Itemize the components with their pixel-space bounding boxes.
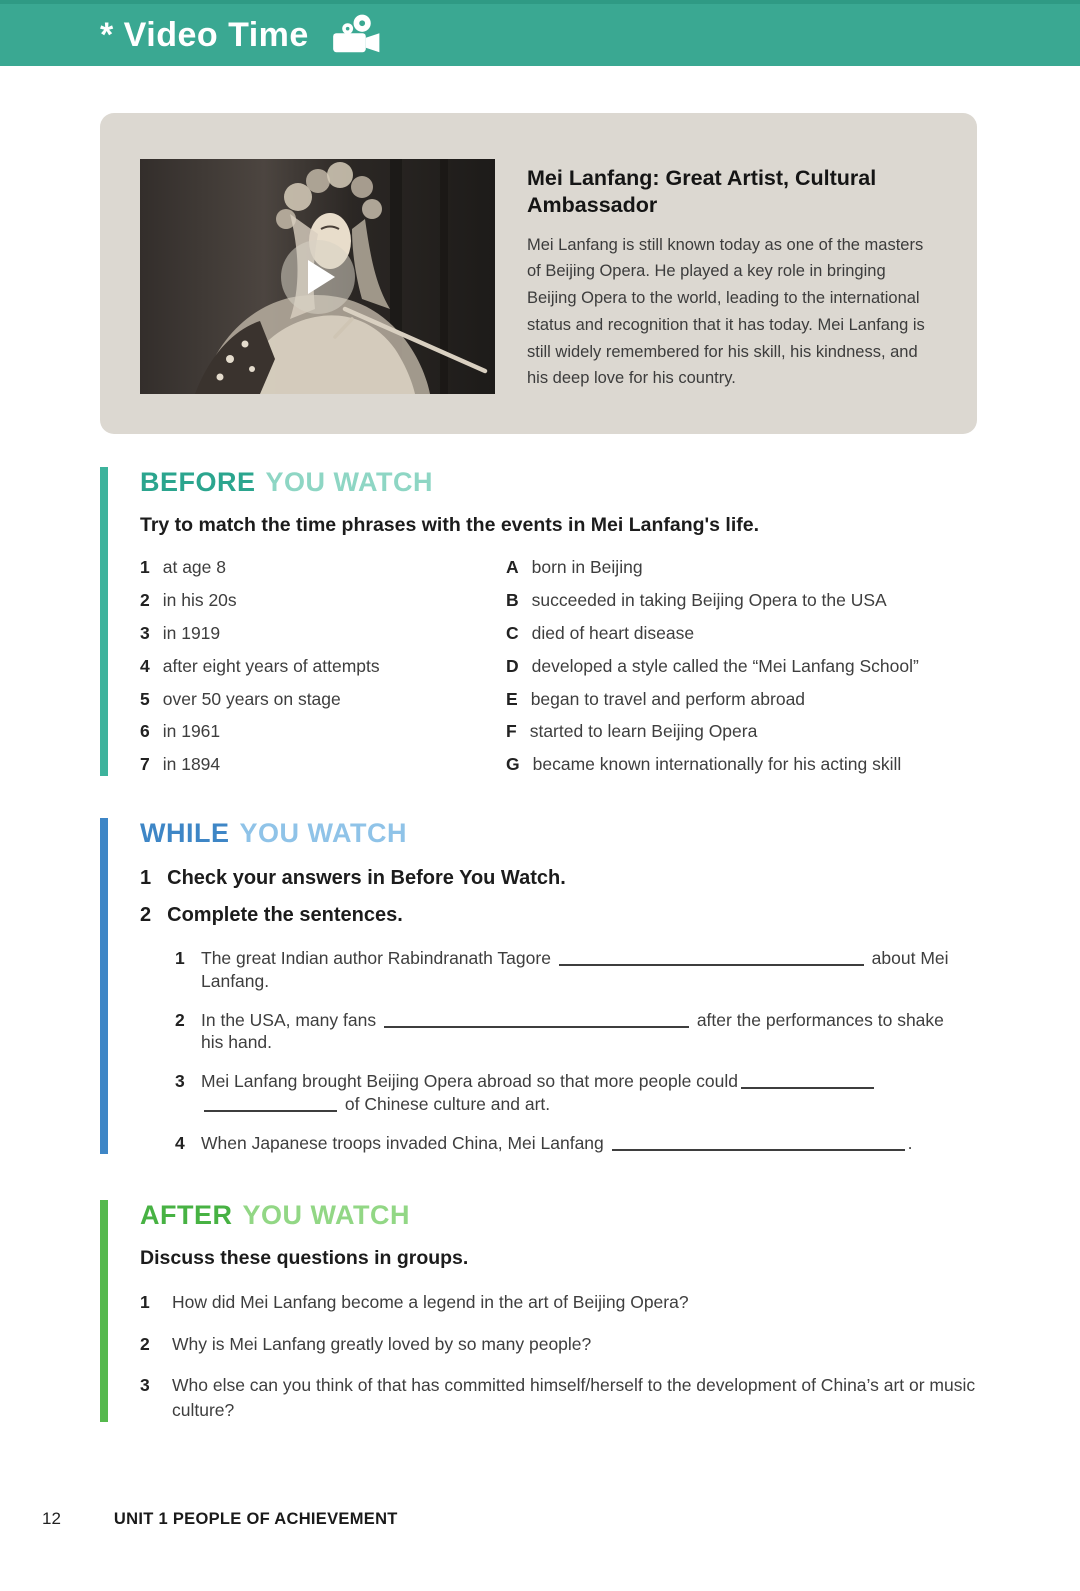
match-item-text: began to travel and perform abroad xyxy=(530,688,806,709)
match-item-key: 5 xyxy=(140,688,150,709)
fill-in-sentence xyxy=(175,1132,1080,1155)
match-item xyxy=(506,656,1080,678)
match-item xyxy=(506,590,1080,612)
sentence-body: In the USA, many fans after the performances to shake his hand. xyxy=(201,1009,944,1053)
after-heading-light: YOU WATCH xyxy=(242,1200,410,1231)
before-you-watch-section xyxy=(100,467,1080,776)
video-description: Mei Lanfang is still known today as one of the masters of Beijing Opera. He played a key role in bringing Beijing Opera to the world, leading to the international status and recognition that it has today. Mei Lanfang is still widely remembered for his skill, his kindness, and his deep love for his country. xyxy=(527,235,925,388)
after-heading-strong: AFTER xyxy=(140,1200,233,1231)
match-item xyxy=(140,590,506,612)
match-item-text: in 1961 xyxy=(162,721,221,742)
video-thumbnail[interactable] xyxy=(140,159,495,394)
match-item xyxy=(506,557,1080,579)
task-item xyxy=(140,867,1080,890)
while-you-watch-section xyxy=(100,818,1080,1154)
after-heading xyxy=(140,1200,1080,1231)
sentence-number: 3 xyxy=(175,1071,185,1092)
before-instruction: Try to match the time phrases with the events in Mei Lanfang's life. xyxy=(140,514,760,536)
answer-blank[interactable] xyxy=(741,1074,874,1089)
match-item xyxy=(140,754,506,776)
match-item-text: at age 8 xyxy=(162,557,226,577)
answer-blank[interactable] xyxy=(612,1136,905,1151)
match-item-key: 3 xyxy=(140,622,150,643)
while-heading-light: YOU WATCH xyxy=(239,818,407,849)
page-title: * Video Time xyxy=(100,15,309,54)
match-item-key: G xyxy=(506,754,520,775)
match-item-key: 6 xyxy=(140,721,150,742)
match-item-key: 7 xyxy=(140,754,150,775)
sentence-body: The great Indian author Rabindranath Tagore about Mei Lanfang. xyxy=(201,948,949,991)
match-item xyxy=(140,623,506,645)
match-item-key: 4 xyxy=(140,655,150,676)
discussion-question xyxy=(140,1332,1080,1357)
match-item-text: in 1894 xyxy=(162,754,221,775)
match-item-text: died of heart disease xyxy=(531,622,695,643)
after-you-watch-section xyxy=(100,1200,1080,1422)
match-item xyxy=(506,754,1080,776)
while-heading xyxy=(140,818,1080,849)
fill-in-sentence xyxy=(175,947,1080,993)
time-phrases-column xyxy=(140,557,506,776)
play-icon xyxy=(308,260,335,294)
answer-blank[interactable] xyxy=(384,1013,689,1028)
page-number: 12 xyxy=(42,1509,61,1528)
fill-in-sentences xyxy=(175,947,1080,1154)
match-item-text: born in Beijing xyxy=(531,557,643,577)
discussion-question xyxy=(140,1373,1080,1422)
question-number: 1 xyxy=(140,1292,150,1313)
events-column xyxy=(506,557,1080,776)
match-item-key: C xyxy=(506,622,519,643)
before-heading xyxy=(140,467,1080,498)
sentence-number: 1 xyxy=(175,948,185,969)
question-number: 3 xyxy=(140,1375,150,1396)
match-item-key: D xyxy=(506,655,519,676)
match-item-key: E xyxy=(506,688,518,709)
sentence-body: Mei Lanfang brought Beijing Opera abroad so that more people could of Chinese culture and art. xyxy=(201,1070,961,1116)
question-text: Who else can you think of that has committed himself/herself to the development of China’s art or music culture? xyxy=(172,1375,976,1420)
match-item xyxy=(506,721,1080,743)
match-item-text: developed a style called the “Mei Lanfang School” xyxy=(531,655,919,676)
answer-blank[interactable] xyxy=(204,1097,337,1112)
discussion-questions xyxy=(140,1290,1080,1422)
match-item-key: 1 xyxy=(140,557,150,577)
match-item-text: became known internationally for his acting skill xyxy=(532,754,902,775)
match-item xyxy=(506,623,1080,645)
match-item xyxy=(506,689,1080,711)
page-footer xyxy=(0,1509,1080,1529)
video-title: Mei Lanfang: Great Artist, Cultural Ambassador xyxy=(527,166,877,217)
play-button[interactable] xyxy=(281,240,355,314)
question-text: Why is Mei Lanfang greatly loved by so many people? xyxy=(172,1333,592,1354)
match-item xyxy=(140,557,506,579)
task-item xyxy=(140,904,1080,927)
video-time-header xyxy=(0,0,1080,66)
match-item-key: A xyxy=(506,557,519,577)
while-heading-strong: WHILE xyxy=(140,818,230,849)
match-item xyxy=(140,721,506,743)
match-item-key: 2 xyxy=(140,589,150,610)
task-text: Check your answers in Before You Watch. xyxy=(167,867,566,890)
match-item-text: in 1919 xyxy=(162,622,221,643)
video-card xyxy=(100,113,977,434)
sentence-number: 2 xyxy=(175,1009,185,1030)
match-item-text: in his 20s xyxy=(162,589,237,610)
discussion-question xyxy=(140,1290,1080,1315)
question-number: 2 xyxy=(140,1333,150,1354)
match-item-text: after eight years of attempts xyxy=(162,655,380,676)
before-heading-strong: BEFORE xyxy=(140,467,256,497)
before-heading-light: YOU WATCH xyxy=(265,467,434,497)
match-item-text: started to learn Beijing Opera xyxy=(529,721,758,742)
task-text: Complete the sentences. xyxy=(167,904,403,927)
movie-camera-icon xyxy=(325,14,383,56)
match-item-key: F xyxy=(506,721,517,742)
task-number: 2 xyxy=(140,904,152,927)
match-item-text: over 50 years on stage xyxy=(162,688,341,709)
question-text: How did Mei Lanfang become a legend in the art of Beijing Opera? xyxy=(172,1292,689,1313)
matching-exercise xyxy=(140,557,1080,776)
sentence-number: 4 xyxy=(175,1132,185,1153)
match-item xyxy=(140,689,506,711)
task-number: 1 xyxy=(140,867,152,890)
match-item-text: succeeded in taking Beijing Opera to the USA xyxy=(531,589,887,610)
fill-in-sentence xyxy=(175,1009,1080,1055)
unit-label: UNIT 1 PEOPLE OF ACHIEVEMENT xyxy=(113,1510,398,1528)
sentence-body: When Japanese troops invaded China, Mei Lanfang . xyxy=(201,1132,913,1153)
after-instruction: Discuss these questions in groups. xyxy=(140,1247,469,1270)
fill-in-sentence xyxy=(175,1070,1080,1116)
match-item xyxy=(140,656,506,678)
answer-blank[interactable] xyxy=(559,951,864,966)
while-task-list xyxy=(140,867,1080,927)
match-item-key: B xyxy=(506,589,519,610)
